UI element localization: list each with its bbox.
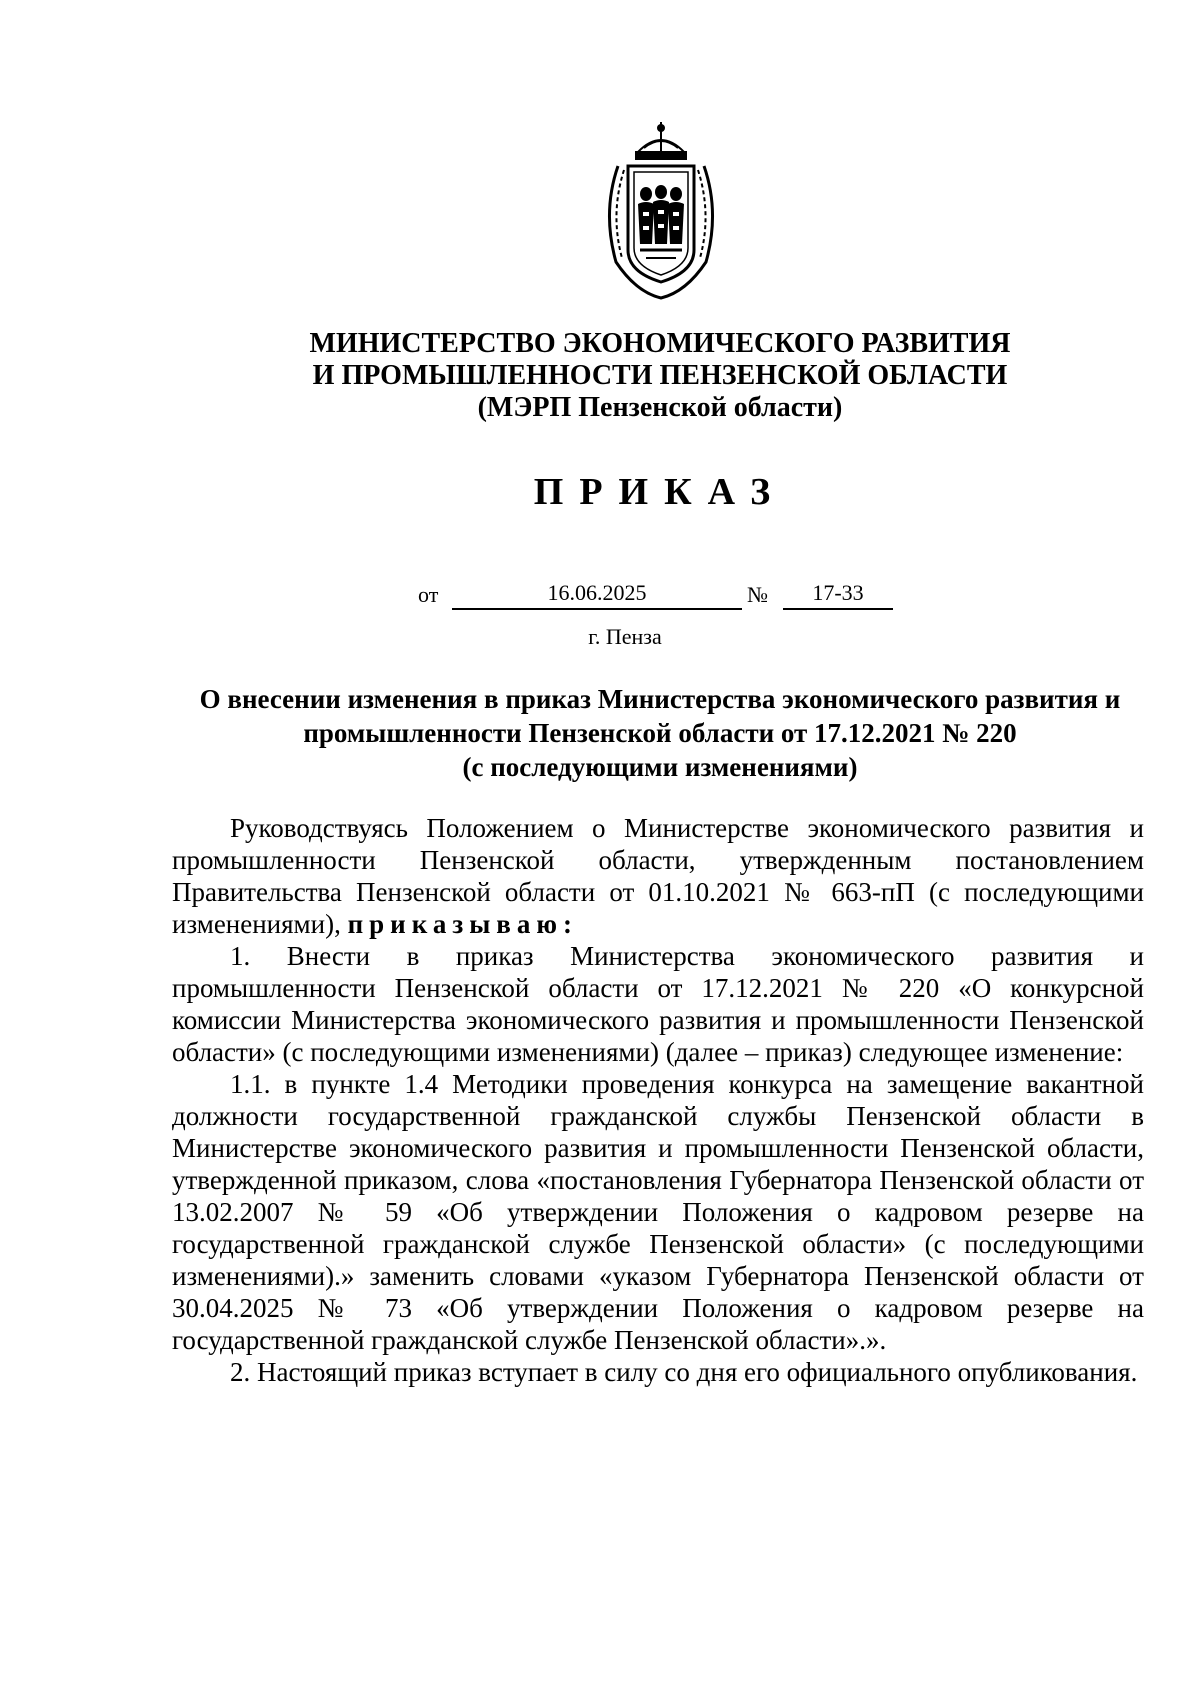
ministry-name [170,328,1150,424]
document-date-number [0,578,1200,612]
document-body [172,812,1144,1388]
ministry-short-name: (МЭРП Пензенской области) [477,392,843,423]
preamble-text: Руководствуясь Положением о Министерстве экономического развития и промышленности Пензенской области, утвержденным постановлением Правительства Пензенской области от 01.10.2021 № 663-пП (с последующими изменениями), [172,813,1144,939]
item-1-paragraph: 1. Внести в приказ Министерства экономического развития и промышленности Пензенской области от 17.12.2021 № 220 «О конкурсной комиссии Министерства экономического развития и промышленности Пензенской области» (с последующими изменениями) (далее – приказ) следующее изменение: [172,941,1144,1067]
subject-line1: О внесении изменения в приказ Министерства экономического развития и [199,684,1121,714]
preamble-paragraph [172,812,1144,940]
date-prefix: от [418,582,439,607]
document-date: 16.06.2025 [452,578,742,610]
ministry-name-line2: И ПРОМЫШЛЕННОСТИ ПЕНЗЕНСКОЙ ОБЛАСТИ [312,360,1008,391]
document-number: 17-33 [783,578,893,610]
subject-line3: (с последующими изменениями) [462,752,858,782]
subject-line2: промышленности Пензенской области от 17.12.2021 № 220 [303,718,1017,748]
document-city: г. Пенза [588,624,662,649]
ministry-name-line1: МИНИСТЕРСТВО ЭКОНОМИЧЕСКОГО РАЗВИТИЯ [309,328,1011,359]
document-type-title: ПРИКАЗ [533,471,787,513]
number-sign: № [747,582,768,607]
order-word: приказываю: [347,909,579,939]
document-subject [170,682,1150,784]
item-2-paragraph: 2. Настоящий приказ вступает в силу со дня его официального опубликования. [230,1357,1138,1387]
coat-of-arms-emblem [596,122,726,300]
item-1-1-paragraph: 1.1. в пункте 1.4 Методики проведения конкурса на замещение вакантной должности государственной гражданской службы Пензенской области в Министерстве экономического развития и промышленности Пензенской области, утвержденной приказом, слова «постановления Губернатора Пензенской области от 13.02.2007 № 59 «Об утверждении Положения о кадровом резерве на государственной гражданской службе Пензенской области» (с последующими изменениями).» заменить словами «указом Губернатора Пензенской области от 30.04.2025 № 73 «Об утверждении Положения о кадровом резерве на государственной гражданской службе Пензенской области».». [172,1069,1144,1355]
